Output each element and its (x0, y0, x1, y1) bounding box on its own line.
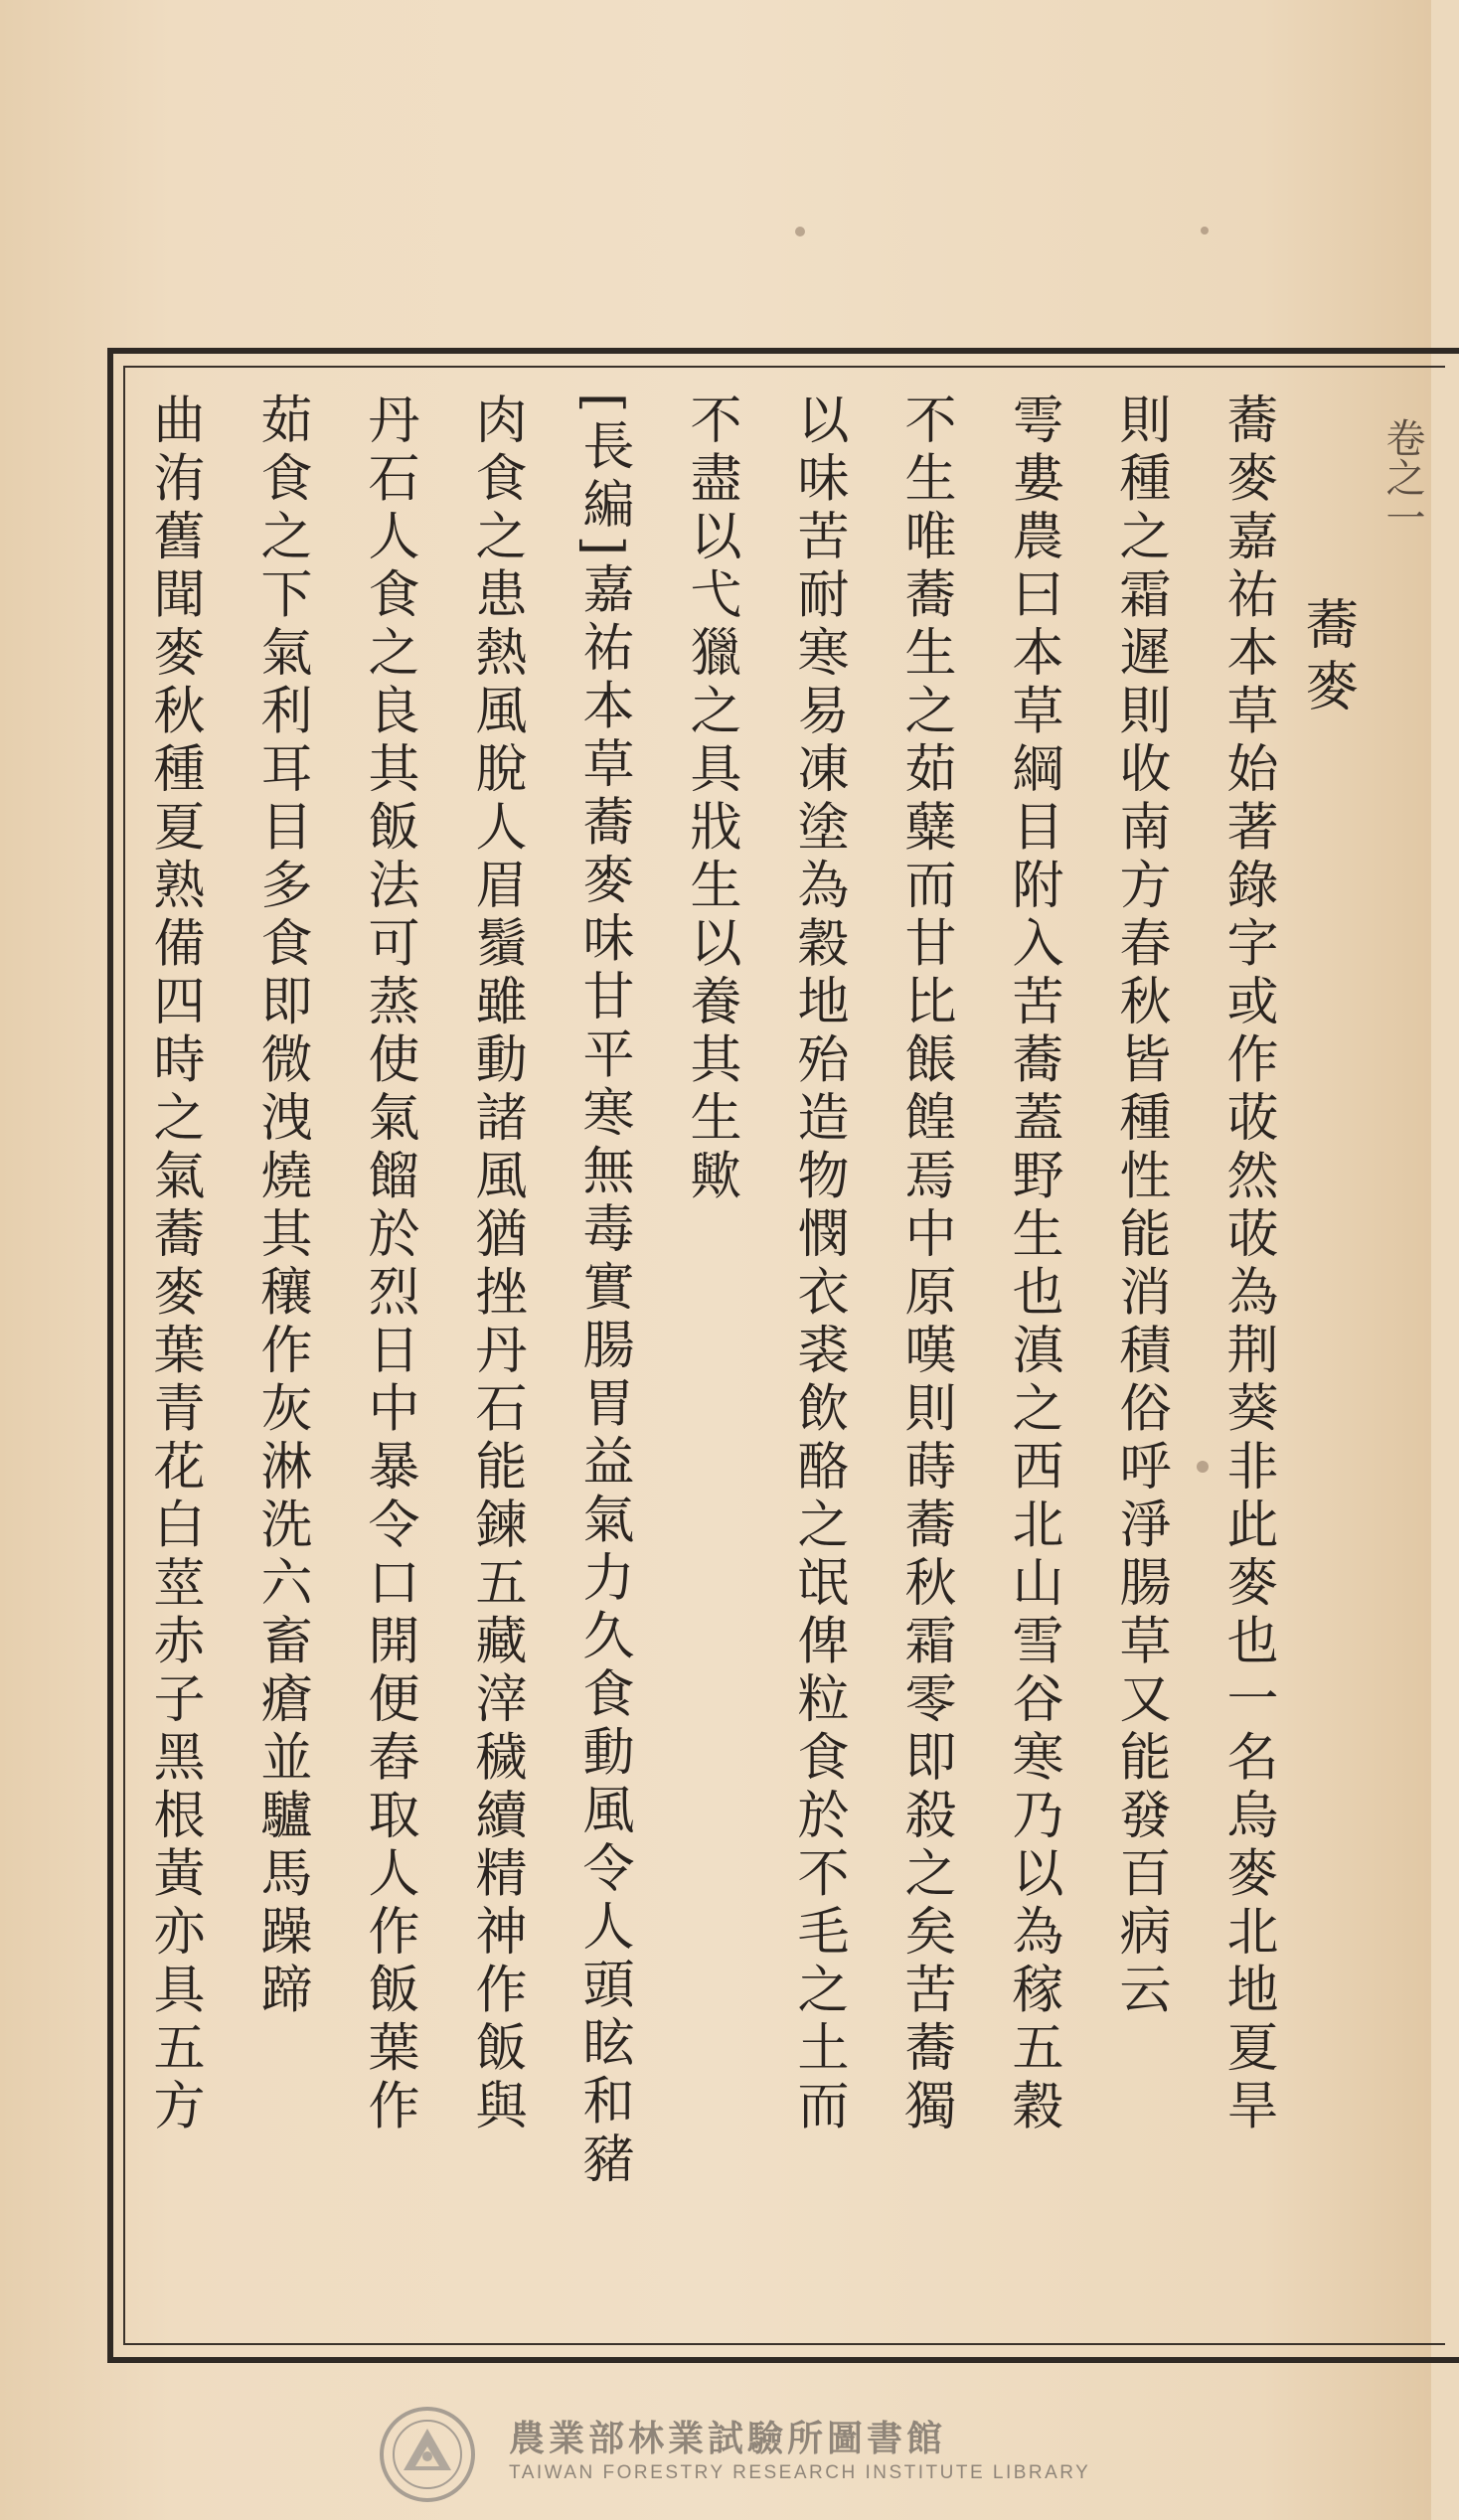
text-column-7: [長編]嘉祐本草蕎麥味甘平寒無毒實腸胃益氣力久食動風令人頭眩和豬 (573, 393, 633, 2190)
ink-spot (1197, 1461, 1209, 1473)
library-footer (378, 2405, 1093, 2504)
text-column-2: 則種之霜遲則收南方春秋皆種性能消積俗呼淨腸草又能發百病云 (1110, 393, 1170, 2020)
text-body (139, 393, 1282, 2330)
text-column-3: 雩婁農曰本草綱目附入苦蕎蓋野生也滇之西北山雪谷寒乃以為稼五穀 (1003, 393, 1062, 2136)
text-column-4: 不生唯蕎生之茹糵而甘比餦餭焉中原嘆則蒔蕎秋霜零即殺之矣苦蕎獨 (895, 393, 955, 2136)
text-column-5: 以味苦耐寒易凍塗為穀地殆造物憫衣裘飲酪之氓俾粒食於不毛之土而 (788, 393, 848, 2136)
section-heading: 蕎麥 (1297, 596, 1360, 719)
library-name-english: TAIWAN FORESTRY RESEARCH INSTITUTE LIBRARY (509, 2462, 1091, 2483)
margin-edge-text (1411, 417, 1431, 2345)
text-column-6: 不盡以弋獵之具戕生以養其生歟 (681, 393, 740, 1206)
text-column-9: 丹石人食之良其飯法可蒸使氣餾於烈日中暴令口開便舂取人作飯葉作 (359, 393, 418, 2136)
text-column-10: 茹食之下氣利耳目多食即微洩燒其穰作灰淋洗六畜瘡並驢馬躁蹄 (251, 393, 311, 2020)
text-column-8: 肉食之患熱風脫人眉鬚雖動諸風猶挫丹石能鍊五藏滓穢續精神作飯與 (466, 393, 526, 2136)
library-seal-icon (378, 2405, 477, 2504)
ink-spot (1201, 227, 1209, 235)
ink-spot (795, 227, 805, 236)
library-name-chinese: 農業部林業試驗所圖書館 (509, 2419, 947, 2459)
text-column-1: 蕎麥嘉祐本草始著錄字或作荍然荍為荆葵非此麥也一名烏麥北地夏旱 (1217, 393, 1277, 2136)
text-column-11: 曲洧舊聞麥秋種夏熟備四時之氣蕎麥葉青花白莖赤子黑根黃亦具五方 (144, 393, 204, 2136)
